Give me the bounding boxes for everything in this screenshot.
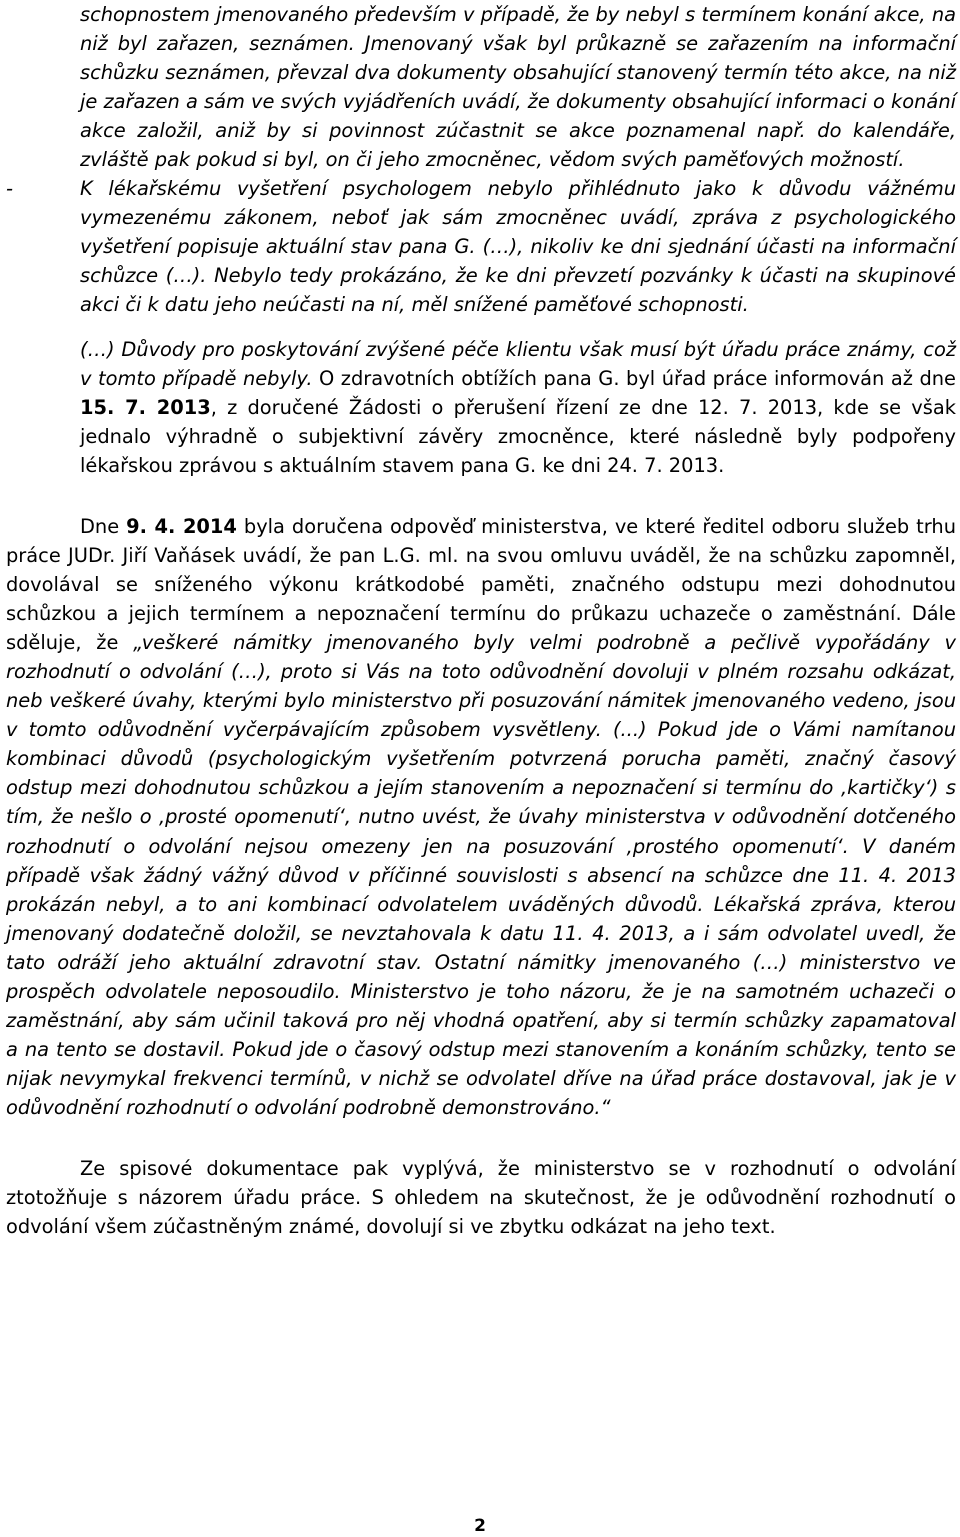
reasons-plain-text-2: , z doručené Žádosti o přerušení řízení ze dne 12. 7. 2013, kde se však jednalo výhradně o subjektivní závěry zmocněnce, které následně byly podpořeny lékařskou zprávou s aktuálním stavem pana G. ke dni 24. 7. 2013. (80, 396, 956, 477)
reasons-plain-text: O zdravotních obtížích pana G. byl úřad práce informován až dne (312, 367, 956, 390)
dash-item-text: K lékařskému vyšetření psychologem nebylo přihlédnuto jako k důvodu vážnému vymezenému zákonem, neboť jak sám zmocněnec uvádí, zpráva z psychologického vyšetření popisuje aktuální stav pana G. (…), nikoliv ke dni sjednání účasti na informační schůzce (…). Nebylo tedy prokázáno, že ke dni převzetí pozvánky k účasti na skupinové akci či k datu jeho neúčasti na ní, měl snížené paměťové schopnosti. (80, 177, 956, 316)
response-bold-date: 9. 4. 2014 (126, 515, 237, 538)
response-quoted-text: „veškeré námitky jmenovaného byly velmi podrobně a pečlivě vypořádány v rozhodnutí o odvolání (…), proto si Vás na toto odůvodnění dovoluji v plném rozsahu odkázat, neb veškeré úvahy, kterými bylo ministerstvo při posuzování námitek jmenovaného vedeno, jsou v tomto odůvodnění vyčerpávajícím způsobem vysvětleny. (...) Pokud jde o Vámi namítanou kombinaci důvodů (psychologickým vyšetřením potvrzená porucha paměti, značný časový odstup mezi dohodnutou schůzkou a jejím stanovením a nepoznačení si termínu do ‚kartičky‘) s tím, že nešlo o ‚prosté opomenutí‘, nutno uvést, že úvahy ministerstva v odůvodnění dotčeného rozhodnutí o odvolání nejsou omezeny jen na posuzování ‚prostého opomenutí‘. V daném případě však žádný vážný důvod v příčinné souvislosti s absencí na schůzce dne 11. 4. 2013 prokázán nebyl, a to ani kombinací odvolatelem uváděných důvodů. Lékařská zpráva, kterou jmenovaný dodatečně doložil, se nevztahovala k datu 11. 4. 2013, a i sám odvolatel uvedl, že tato odráží jeho aktuální zdravotní stav. Ostatní námitky jmenovaného (…) ministerstvo ve prospěch odvolatele neposoudilo. Ministerstvo je toho názoru, že je na samotném uchazeči o zaměstnání, aby sám učinil taková pro něj vhodná opatření, aby si termín schůzky zapamatoval a na tento se dostavil. Pokud jde o časový odstup mezi stanovením a konáním schůzky, tento se nijak nevymykal frekvenci termínů, v nichž se odvolatel dříve na úřad práce dostavoval, jak je v odůvodnění rozhodnutí o odvolání podrobně demonstrováno.“ (6, 631, 956, 1119)
response-plain-text: byla doručena odpověď ministerstva, ve které ředitel odboru služeb trhu práce JUDr. Jiří Vaňásek uvádí, že pan L.G. ml. na svou omluvu uváděl, že na schůzku zapomněl, dovolával se sníženého výkonu krátkodobé paměti, značného odstupu mezi dohodnutou schůzkou a jejich termínem a nepoznačení termínu do průkazu uchazeče o zaměstnání. Dále sděluje, že (6, 515, 956, 655)
quoted-paragraph-continuation: schopnostem jmenovaného především v případě, že by nebyl s termínem konání akce, na niž byl zařazen, seznámen. Jmenovaný však byl průkazně se zařazením na informační schůzku seznámen, převzal dva dokumenty obsahující stanovený termín této akce, na niž je zařazen a sám ve svých vyjádřeních uvádí, že dokumenty obsahující informaci o konání akce založil, aniž by si povinnost zúčastnit se akce poznamenal např. do kalendáře, zvláště pak pokud si byl, on či jeho zmocněnec, vědom svých paměťových možností. (80, 3, 956, 171)
response-intro: Dne (80, 515, 127, 538)
page-number: 2 (474, 1516, 486, 1536)
dash-list-item (6, 174, 956, 319)
dash-marker: - (6, 177, 13, 200)
reasons-bold-date: 15. 7. 2013 (80, 396, 211, 419)
quoted-paragraph-reasons (80, 335, 956, 480)
conclusion-paragraph: Ze spisové dokumentace pak vyplývá, že ministerstvo se v rozhodnutí o odvolání ztotožňuje s názorem úřadu práce. S ohledem na skutečnost, že je odůvodnění rozhodnutí o odvolání všem zúčastněným známé, dovolují si ve zbytku odkázat na jeho text. (6, 1156, 956, 1238)
reasons-italic-text: (…) Důvody pro poskytování zvýšené péče klientu však musí být úřadu práce známy, což v tomto případě nebyly. (80, 338, 956, 390)
document-page (6, 0, 956, 1241)
ministry-response-paragraph (6, 512, 956, 1122)
